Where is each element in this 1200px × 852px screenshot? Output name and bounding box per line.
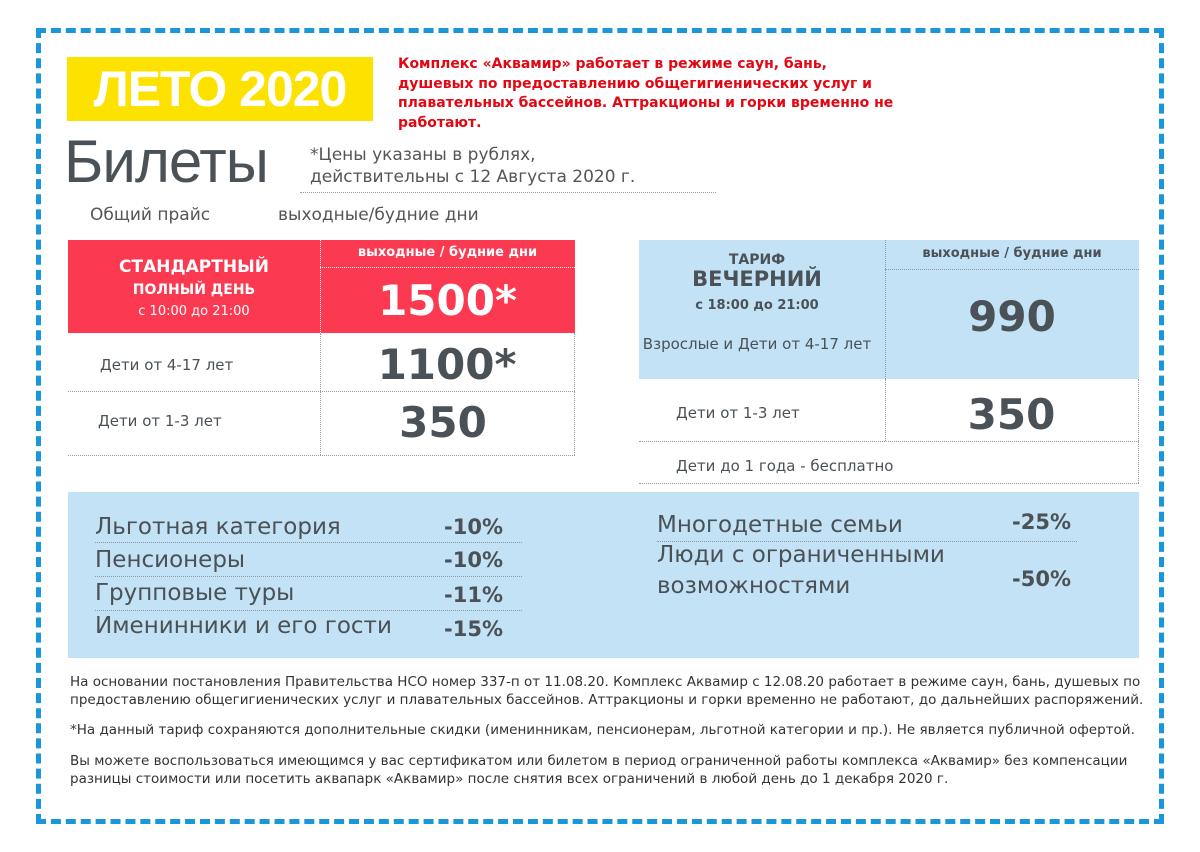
standard-col-header: выходные / будние дни xyxy=(357,245,538,260)
season-banner: ЛЕТО 2020 xyxy=(67,57,373,121)
evening-kids-1-3-price: 350 xyxy=(967,390,1056,439)
general-price-label: Общий прайс xyxy=(90,205,211,225)
standard-title: СТАНДАРТНЫЙ xyxy=(119,257,269,277)
kids-1-3-label: Дети от 1-3 лет xyxy=(98,412,222,430)
standard-adult-price: 1500* xyxy=(378,276,517,325)
divider xyxy=(639,483,1139,484)
kids-4-17-label: Дети от 4-17 лет xyxy=(100,356,234,374)
evening-tariff-header xyxy=(639,240,1139,379)
discount-value: -50% xyxy=(1012,567,1071,591)
discount-label: Льготная категория xyxy=(95,514,341,540)
discount-label: Именинники и его гости xyxy=(95,613,392,639)
divider xyxy=(1138,379,1139,483)
weekend-weekdays-label: выходные/будние дни xyxy=(278,205,479,225)
evening-hours: с 18:00 до 21:00 xyxy=(695,298,819,313)
evening-title: ВЕЧЕРНИЙ xyxy=(692,267,822,291)
kids-4-17-price: 1100* xyxy=(377,340,517,389)
divider xyxy=(95,576,522,577)
footer-paragraph-1: На основании постановления Правительства НСО номер 337-п от 11.08.20. Комплекс Аквамир с 12.08.20 работает в режиме саун, бань, душевых по предоставлению общегигиенических услуг и плавательных бассейнов. Аттракционы и горки временно не работают, до дальнейших распоряжений. xyxy=(70,674,1144,708)
divider xyxy=(885,269,1139,270)
discount-label: Многодетные семьи xyxy=(657,512,903,538)
standard-hours: с 10:00 до 21:00 xyxy=(138,304,250,319)
evening-kids-1-3-label: Дети от 1-3 лет xyxy=(676,404,800,422)
standard-subtitle: ПОЛНЫЙ ДЕНЬ xyxy=(132,282,256,298)
divider xyxy=(639,441,1139,442)
closure-notice: Комплекс «Аквамир» работает в режиме саун, бань, душевых по предоставлению общегигиенических услуг и плавательных бассейнов. Аттракционы и горки временно не работают. xyxy=(398,56,894,131)
discount-label-continued: возможностями xyxy=(657,573,851,599)
discounts-panel xyxy=(68,492,1139,658)
divider xyxy=(95,542,522,543)
discount-value: -10% xyxy=(444,515,503,539)
discount-value: -11% xyxy=(444,583,503,607)
evening-col-header: выходные / будние дни xyxy=(922,246,1102,261)
discount-label: Пенсионеры xyxy=(95,547,246,573)
divider xyxy=(68,455,575,456)
free-infants-note: Дети до 1 года - бесплатно xyxy=(676,457,894,475)
kids-1-3-price: 350 xyxy=(399,398,487,447)
discount-value: -10% xyxy=(444,548,503,572)
footer-paragraph-3: Вы можете воспользоваться имеющимся у вас сертификатом или билетом в период ограниченной работы комплекса «Аквамир» без компенсации разницы стоимости или посетить аквапарк «Аквамир» после снятия всех ограничений в любой день до 1 декабря 2020 г. xyxy=(70,753,1128,787)
evening-tariff-label: ТАРИФ xyxy=(728,252,786,268)
discount-label: Групповые туры xyxy=(95,580,295,606)
standard-tariff-header xyxy=(68,240,575,333)
footer-paragraph-2: *На данный тариф сохраняются дополнительные скидки (именинникам, пенсионерам, льготной категории и пр.). Не является публичной офертой. xyxy=(70,722,1135,738)
discount-value: -15% xyxy=(444,617,503,641)
evening-audience: Взрослые и Дети от 4-17 лет xyxy=(642,335,872,353)
discount-label: Люди с ограниченными xyxy=(657,542,945,568)
discount-value: -25% xyxy=(1012,510,1071,534)
divider xyxy=(574,333,575,455)
prices-note-line-2: действительны с 12 Августа 2020 г. xyxy=(310,167,636,187)
prices-note-line-1: *Цены указаны в рублях, xyxy=(310,145,536,165)
page-title: Билеты xyxy=(64,128,268,195)
divider xyxy=(320,267,575,268)
divider xyxy=(300,192,716,193)
prices-note xyxy=(310,144,635,188)
evening-price: 990 xyxy=(968,292,1056,341)
divider xyxy=(68,391,575,392)
